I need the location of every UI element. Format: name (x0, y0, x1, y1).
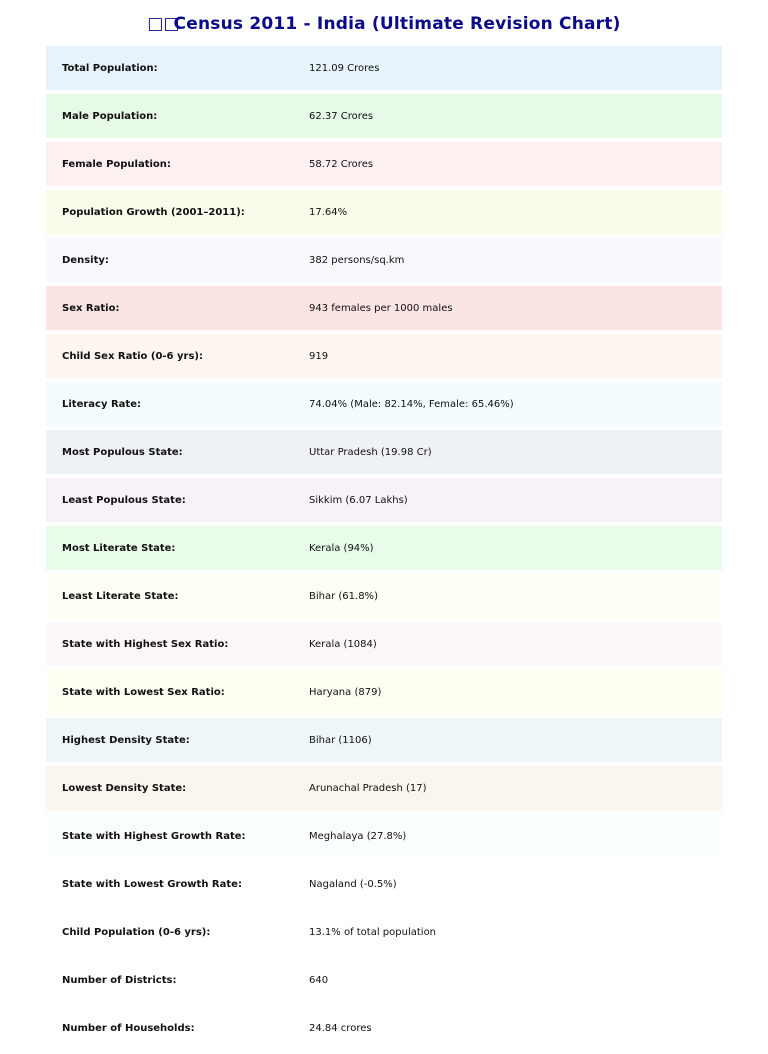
fact-row (46, 190, 722, 234)
fact-row (46, 910, 722, 954)
fact-label: Sex Ratio: (62, 302, 120, 314)
fact-label: Most Literate State: (62, 542, 176, 554)
title-emoji-icon: □□ (147, 14, 180, 34)
fact-value: 24.84 crores (309, 1022, 372, 1034)
fact-label: Female Population: (62, 158, 171, 170)
fact-value: 382 persons/sq.km (309, 254, 405, 266)
fact-row (46, 142, 722, 186)
fact-label: State with Lowest Sex Ratio: (62, 686, 225, 698)
fact-label: Lowest Density State: (62, 782, 187, 794)
fact-value: Bihar (61.8%) (309, 590, 378, 602)
fact-value: 943 females per 1000 males (309, 302, 453, 314)
fact-value: 13.1% of total population (309, 926, 437, 938)
fact-value: 62.37 Crores (309, 110, 374, 122)
fact-row (46, 382, 722, 426)
fact-row (46, 526, 722, 570)
fact-value: Kerala (1084) (309, 638, 377, 650)
fact-label: Least Populous State: (62, 494, 186, 506)
fact-row (46, 718, 722, 762)
fact-label: Child Population (0-6 yrs): (62, 926, 211, 938)
fact-value: Haryana (879) (309, 686, 382, 698)
census-facts-table (46, 46, 722, 1054)
fact-label: Least Literate State: (62, 590, 179, 602)
fact-label: Population Growth (2001–2011): (62, 206, 245, 218)
fact-label: Number of Households: (62, 1022, 195, 1034)
fact-label: State with Highest Sex Ratio: (62, 638, 229, 650)
fact-label: Male Population: (62, 110, 158, 122)
fact-row (46, 286, 722, 330)
fact-row (46, 766, 722, 810)
fact-row (46, 622, 722, 666)
fact-value: Meghalaya (27.8%) (309, 830, 407, 842)
fact-value: Arunachal Pradesh (17) (309, 782, 427, 794)
fact-label: Most Populous State: (62, 446, 183, 458)
fact-row (46, 478, 722, 522)
fact-label: Highest Density State: (62, 734, 190, 746)
fact-row (46, 430, 722, 474)
fact-value: 640 (309, 974, 329, 986)
fact-row (46, 1006, 722, 1050)
page-title-text: Census 2011 - India (Ultimate Revision Chart) (173, 14, 621, 34)
fact-label: State with Highest Growth Rate: (62, 830, 246, 842)
fact-label: Total Population: (62, 62, 158, 74)
fact-row (46, 238, 722, 282)
fact-label: Number of Districts: (62, 974, 177, 986)
fact-value: 58.72 Crores (309, 158, 374, 170)
fact-row (46, 958, 722, 1002)
fact-value: Kerala (94%) (309, 542, 374, 554)
fact-value: 121.09 Crores (309, 62, 380, 74)
fact-value: 74.04% (Male: 82.14%, Female: 65.46%) (309, 398, 514, 410)
fact-value: Uttar Pradesh (19.98 Cr) (309, 446, 432, 458)
fact-row (46, 814, 722, 858)
fact-label: Child Sex Ratio (0-6 yrs): (62, 350, 203, 362)
fact-row (46, 670, 722, 714)
fact-row (46, 574, 722, 618)
fact-value: 17.64% (309, 206, 348, 218)
fact-row (46, 862, 722, 906)
fact-label: Literacy Rate: (62, 398, 141, 410)
fact-row (46, 46, 722, 90)
fact-row (46, 94, 722, 138)
fact-value: Nagaland (-0.5%) (309, 878, 397, 890)
fact-row (46, 334, 722, 378)
fact-value: 919 (309, 350, 329, 362)
fact-label: Density: (62, 254, 109, 266)
fact-value: Sikkim (6.07 Lakhs) (309, 494, 408, 506)
fact-value: Bihar (1106) (309, 734, 372, 746)
page-title (0, 0, 768, 46)
fact-label: State with Lowest Growth Rate: (62, 878, 242, 890)
